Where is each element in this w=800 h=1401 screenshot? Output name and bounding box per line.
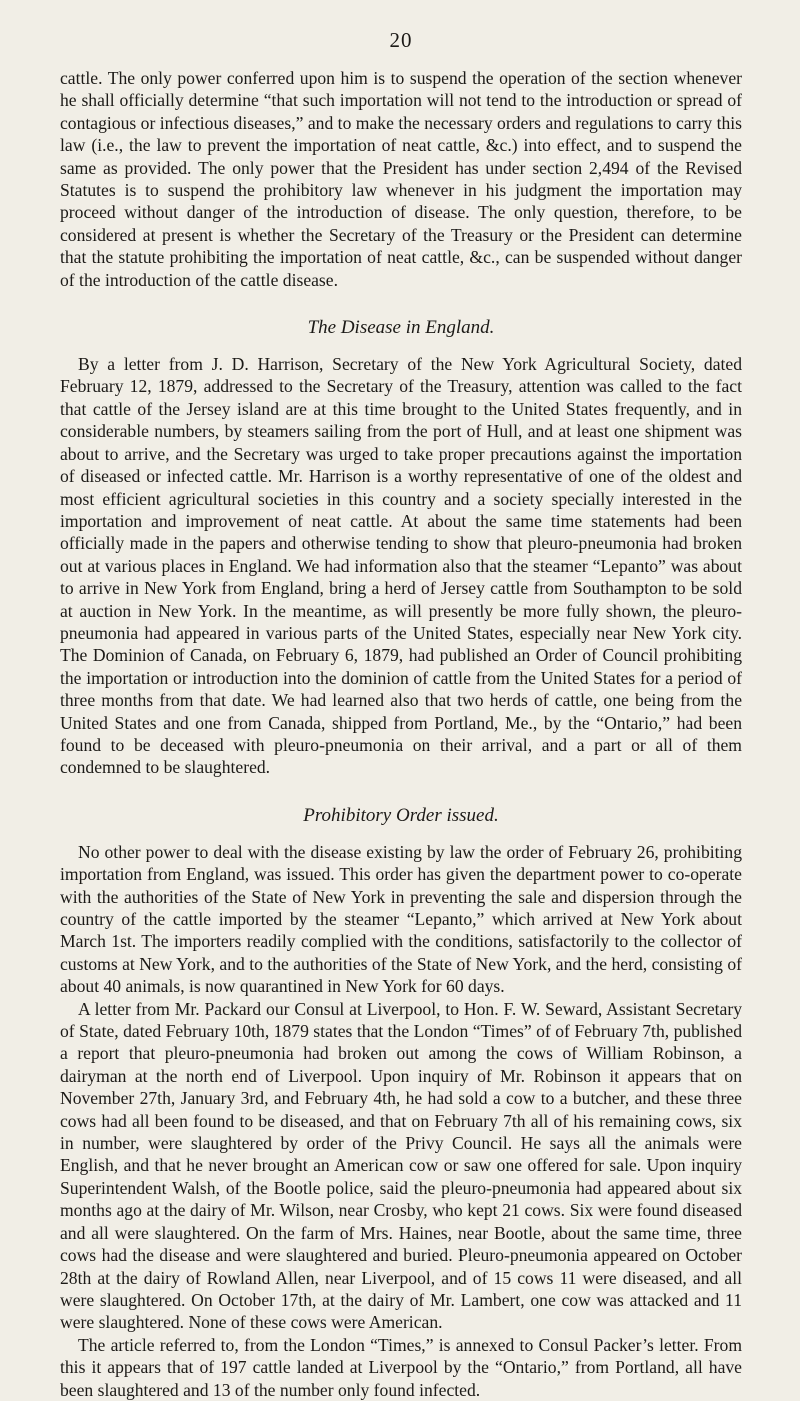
paragraph-packard-letter: A letter from Mr. Packard our Consul at Liverpool, to Hon. F. W. Seward, Assistant Secretary of State, dated February 10th, 1879 states that the London “Times” of of February 7th, published a report that pleuro-pneumonia had broken out among the cows of William Robinson, a dairyman at the north end of Liverpool. Upon inquiry of Mr. Robinson it appears that on November 27th, January 3rd, and February 4th, he had sold a cow to a butcher, and these three cows had all been found to be diseased, and that on February 7th all of his remaining cows, six in number, were slaughtered by order of the Privy Council. He says all the animals were English, and that he never brought an American cow or saw one offered for sale. Upon inquiry Superintendent Walsh, of the Bootle police, said the pleuro-pneumonia had appeared about six months ago at the dairy of Mr. Wilson, near Crosby, who kept 21 cows. Six were found diseased and all were slaughtered. On the farm of Mrs. Haines, near Bootle, about the same time, three cows had the disease and were slaughtered and buried. Pleuro-pneumonia appeared on October 28th at the dairy of Rowland Allen, near Liverpool, and of 15 cows 11 were diseased, and all were slaughtered. On October 17th, at the dairy of Mr. Lambert, one cow was attacked and 11 were slaughtered. None of these cows were American. [60,998,742,1333]
paragraph-times-article: The article referred to, from the London “Times,” is annexed to Consul Packer’s letter. From this it appears that of 197 cattle landed at Liverpool by the “Ontario,” from Portland, all have been slaughtered and 13 of the number only found infected. [60,1334,742,1400]
page-number: 20 [389,28,413,52]
paragraph-harrison-letter: By a letter from J. D. Harrison, Secretary of the New York Agricultural Society, dated February 12, 1879, addressed to the Secretary of the Treasury, attention was called to the fact that cattle of the Jersey island are at this time brought to the United States frequently, and in considerable numbers, by steamers sailing from the port of Hull, and at least one shipment was about to arrive, and the Secretary was urged to take proper precautions against the importation of diseased or infected cattle. Mr. Harrison is a worthy representative of one of the oldest and most efficient agricultural societies in this country and a society specially interested in the importation and improvement of neat cattle. At about the same time statements had been officially made in the papers and otherwise tending to show that pleuro-pneumonia had broken out at various places in England. We had information also that the steamer “Lepanto” was about to arrive in New York from England, bring a herd of Jersey cattle from Southampton to be sold at auction in New York. In the meantime, as will presently be more fully shown, the pleuro-pneumonia had appeared in various parts of the United States, especially near New York city. The Dominion of Canada, on February 6, 1879, had published an Order of Council prohibiting the importation or introduction into the dominion of cattle from the United States for a period of three months from that date. We had learned also that two herds of cattle, one being from the United States and one from Canada, shipped from Portland, Me., by the “Ontario,” had been found to be deceased with pleuro-pneumonia on their arrival, and a part or all of them condemned to be slaughtered. [60,354,742,778]
paragraph-order-february-26: No other power to deal with the disease existing by law the order of February 26, prohibiting importation from England, was issued. This order has given the department power to co-operate with the authorities of the State of New York in preventing the sale and dispersion through the country of the cattle imported by the steamer “Lepanto,” which arrived at New York about March 1st. The importers readily complied with the conditions, satisfactorily to the collector of customs at New York, and to the authorities of the State of New York, and the herd, consisting of about 40 animals, is now quarantined in New York for 60 days. [60,841,742,997]
section-heading-disease-in-england: The Disease in England. [307,317,495,339]
intro-paragraph: cattle. The only power conferred upon him is to suspend the operation of the section whenever he shall officially determine “that such importation will not tend to the introduction or spread of contagious or infectious diseases,” and to make the necessary orders and regulations to carry this law (i.e., the law to prevent the importation of neat cattle, &c.) into effect, and to suspend the same as provided. The only power that the President has under section 2,494 of the Revised Statutes is to suspend the prohibitory law whenever in his judgment the importation may proceed without danger of the introduction of disease. The only question, therefore, to be considered at present is whether the Secretary of the Treasury or the President can determine that the statute prohibiting the importation of neat cattle, &c., can be suspended without danger of the introduction of the cattle disease. [60,68,742,290]
section-heading-prohibitory-order: Prohibitory Order issued. [303,804,499,826]
